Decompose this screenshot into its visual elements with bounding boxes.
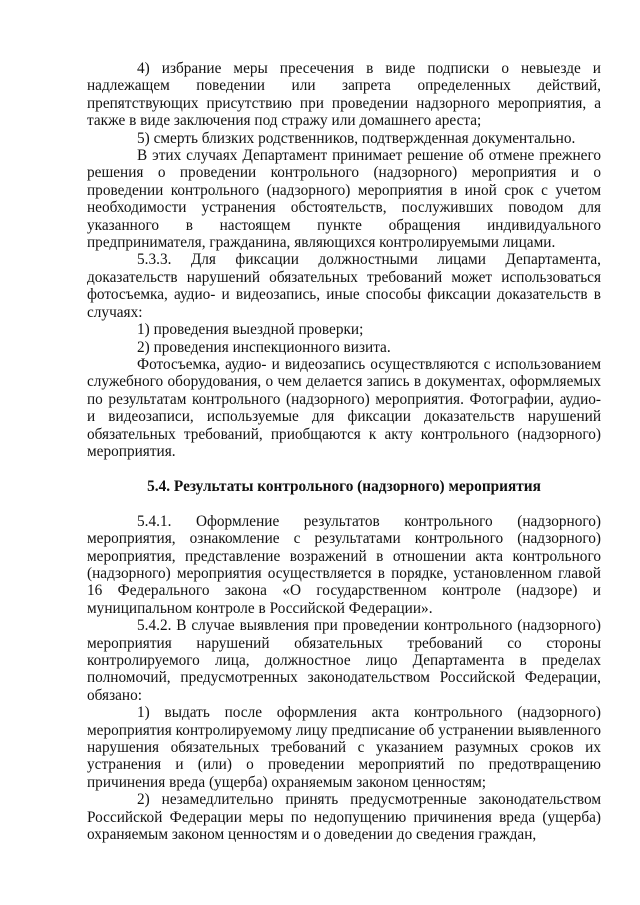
paragraph-inspection-visit: 2) проведения инспекционного визита.	[137, 338, 391, 356]
paragraph-item-5: 5) смерть близких родственников, подтвержденная документально.	[137, 129, 576, 147]
paragraph-take-measures: 2) незамедлительно принять предусмотренные законодательством Российской Федерации меры по недопущению причинения вреда (ущерба) охраняемым законом ценностям и о доведении до сведения граждан,	[87, 791, 601, 844]
paragraph-5-4-1: 5.4.1. Оформление результатов контрольного (надзорного) мероприятия, ознакомление с результатами контрольного (надзорного) мероприятия, представление возражений в отношении акта контрольного (надзорного) мероприятия осуществляется в порядке, установленном главой 16 Федерального закона «О государственном контроле (надзоре) и муниципальном контроле в Российской Федерации».	[87, 512, 601, 617]
paragraph-issue-order: 1) выдать после оформления акта контрольного (надзорного) мероприятия контролируемому лицу предписание об устранении выявленного нарушения обязательных требований с указанием разумных сроков их устранения и (или) о проведении мероприятий по предотвращению причинения вреда (ущерба) охраняемым законом ценностям;	[87, 704, 601, 791]
paragraph-5-4-2: 5.4.2. В случае выявления при проведении контрольного (надзорного) мероприятия нарушений обязательных требований со стороны контролируемого лица, должностное лицо Департамента в пределах полномочий, предусмотренных законодательством Российской Федерации, обязано:	[87, 617, 601, 704]
paragraph-item-4: 4) избрание меры пресечения в виде подписки о невыезде и надлежащем поведении или запрета определенных действий, препятствующих присутствию при проведении надзорного мероприятия, а также в виде заключения под стражу или домашнего ареста;	[87, 60, 601, 130]
paragraph-photo-video: Фотосъемка, аудио- и видеозапись осуществляются с использованием служебного оборудования, о чем делается запись в документах, оформляемых по результатам контрольного (надзорного) мероприятия. Фотографии, аудио- и видеозаписи, используемые для фиксации доказательств нарушений обязательных требований, приобщаются к акту контрольного (надзорного) мероприятия.	[87, 355, 601, 460]
paragraph-department-decision: В этих случаях Департамент принимает решение об отмене прежнего решения о проведении контрольного (надзорного) мероприятия и о проведении контрольного (надзорного) мероприятия в иной срок с учетом необходимости устранения обстоятельств, послуживших поводом для указанного в настоящем пункте обращения индивидуального предпринимателя, гражданина, являющихся контролируемыми лицами.	[87, 147, 601, 252]
paragraph-onsite-inspection: 1) проведения выездной проверки;	[137, 321, 364, 339]
section-heading-5-4: 5.4. Результаты контрольного (надзорного) мероприятия	[147, 478, 541, 496]
paragraph-5-3-3: 5.3.3. Для фиксации должностными лицами Департамента, доказательств нарушений обязательных требований может использоваться фотосъемка, аудио- и видеозапись, иные способы фиксации доказательств в случаях:	[87, 251, 601, 321]
document-page	[87, 60, 601, 843]
